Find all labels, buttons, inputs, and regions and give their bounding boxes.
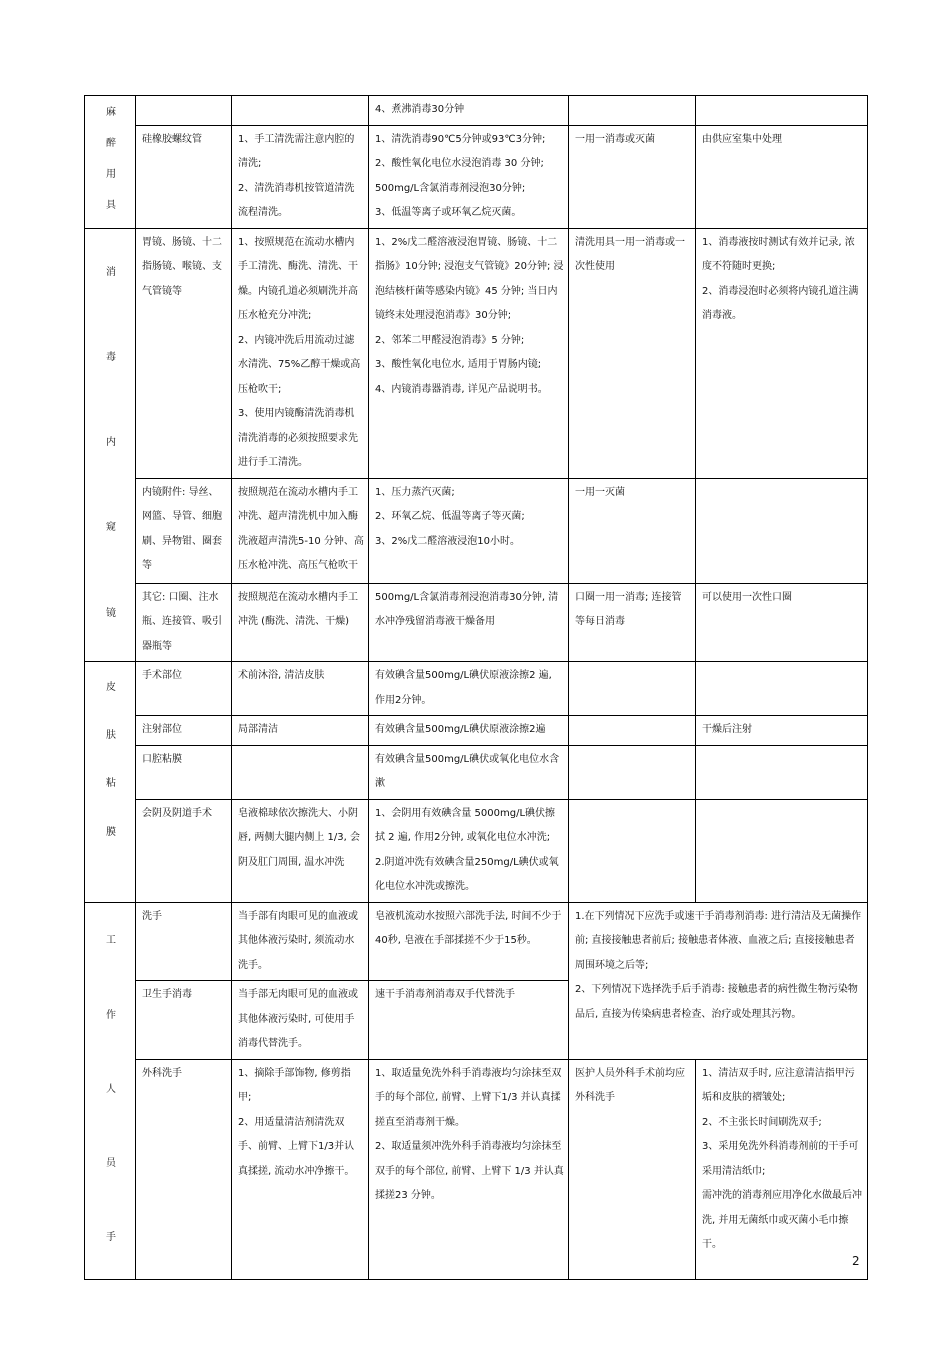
cleaning-cell [232, 125, 369, 228]
frequency-cell [569, 1059, 696, 1279]
frequency-cell-text: 一用一灭菌 [575, 486, 625, 498]
item-cell [136, 716, 232, 746]
category-char: 麻 [106, 107, 116, 119]
cleaning-cell-text: 当手部有肉眼可见的血液或其他体液污染时, 须流动水洗手。 [238, 910, 358, 971]
cleaning-cell-text: 按照规范在流动水槽内手工冲洗、超声清洗机中加入酶洗液超声清洗5-10 分钟、高压水枪冲洗、高压气枪吹干 [238, 486, 364, 571]
category-cell [85, 228, 136, 662]
table-row [85, 96, 868, 126]
notes-cell-text: 由供应室集中处理 [702, 133, 782, 145]
category-char: 作 [106, 1009, 116, 1021]
item-cell [136, 1059, 232, 1279]
table-row [85, 228, 868, 478]
notes-cell-text: 3、采用免洗外科消毒剂前的干手可采用清洁纸巾; [702, 1141, 859, 1177]
disinfection-step: 500mg/L含氯消毒剂浸泡30分钟; [375, 182, 526, 194]
category-cell [85, 96, 136, 229]
category-char: 膜 [106, 826, 116, 838]
item-cell [136, 981, 232, 1060]
category-char: 窥 [106, 522, 116, 534]
item-cell-text: 会阴及阴道手术 [142, 807, 212, 819]
frequency-cell-text: 清洗用具一用一消毒或一次性使用 [575, 236, 685, 272]
table-row [85, 478, 868, 583]
disinfection-step: 2、邻苯二甲醛浸泡消毒》5 分钟; [375, 334, 525, 346]
cleaning-cell-text: 局部清洁 [238, 724, 278, 735]
disinfection-step: 有效碘含量500mg/L碘伏原液涂擦2 遍, 作用2分钟。 [375, 670, 552, 706]
frequency-cell [569, 662, 696, 716]
item-cell-text: 胃镜、肠镜、十二指肠镜、喉镜、支气管镜等 [142, 236, 222, 297]
category-char: 醉 [106, 138, 116, 150]
frequency-cell [569, 125, 696, 228]
notes-cell [696, 96, 868, 126]
category-char: 手 [106, 1232, 116, 1244]
cleaning-cell-text: 2、用适量清洁剂清洗双手、前臂、上臂下1/3并认真揉搓, 流动水冲净擦干。 [238, 1116, 355, 1177]
disinfection-step: 1、2%戊二醛溶液浸泡胃镜、肠镜、十二指肠》10分钟; 浸泡支气管镜》20分钟; 浸泡结核杆菌等感染内镜》45 分钟; 当日内镜终末处理浸泡消毒》30分钟; [375, 236, 564, 321]
cleaning-cell [232, 478, 369, 583]
notes-cell-text: 1、清洁双手时, 应注意清洁指甲污垢和皮肤的褶皱处; [702, 1067, 855, 1103]
category-char: 消 [106, 266, 116, 278]
category-char: 粘 [106, 778, 116, 790]
frequency-cell-text: 医护人员外科手术前均应外科洗手 [575, 1067, 685, 1103]
frequency-cell [569, 228, 696, 478]
disinfection-cell [369, 716, 569, 746]
item-cell [136, 583, 232, 662]
frequency-cell [569, 478, 696, 583]
disinfection-cell [369, 125, 569, 228]
notes-cell [696, 125, 868, 228]
cleaning-cell [232, 96, 369, 126]
item-cell [136, 478, 232, 583]
item-cell [136, 662, 232, 716]
item-cell-text: 卫生手消毒 [142, 989, 192, 1000]
item-cell-text: 内镜附件: 导丝、网篮、导管、细胞刷、异物钳、圈套等 [142, 486, 222, 571]
frequency-cell [569, 96, 696, 126]
table-row [85, 799, 868, 902]
table-row [85, 125, 868, 228]
notes-cell-text: 2、不主张长时间刷洗双手; [702, 1116, 822, 1128]
page-number: 2 [852, 1254, 860, 1268]
item-cell-text: 口腔粘膜 [142, 753, 182, 765]
category-char: 皮 [106, 681, 116, 693]
disinfection-step: 4、煮沸消毒30分钟 [375, 104, 465, 115]
cleaning-cell [232, 799, 369, 902]
category-char: 用 [106, 169, 116, 181]
cleaning-cell [232, 716, 369, 746]
item-cell-text: 注射部位 [142, 724, 182, 735]
notes-cell [696, 716, 868, 746]
item-cell [136, 902, 232, 981]
disinfection-cell [369, 981, 569, 1060]
cleaning-cell [232, 583, 369, 662]
disinfection-step: 4、内镜消毒器消毒, 详见产品说明书。 [375, 383, 548, 395]
category-char: 内 [106, 437, 116, 449]
cleaning-cell-text: 1、手工清洗需注意内腔的清洗; [238, 133, 355, 169]
category-char: 镜 [106, 607, 116, 619]
disinfection-cell [369, 96, 569, 126]
item-cell-text: 其它: 口圈、注水瓶、连接管、吸引器瓶等 [142, 591, 222, 652]
disinfection-step: 3、2%戊二醛溶液浸泡10小时。 [375, 535, 520, 547]
item-cell [136, 96, 232, 126]
notes-cell [696, 1059, 868, 1279]
merged-note-cell-text: 1.在下列情况下应洗手或速干手消毒剂消毒: 进行清洁及无菌操作前; 直接接触患者前后; 接触患者体液、血液之后; 直接接触患者周围环境之后等; [575, 910, 862, 971]
disinfection-step: 2、取适量须冲洗外科手消毒液均匀涂抹至双手的每个部位, 前臂、上臂下 1/3 并认真揉搓23 分钟。 [375, 1141, 564, 1201]
cleaning-cell-text: 1、按照规范在流动水槽内手工清洗、酶洗、清洗、干燥。内镜孔道必须刷洗并高压水枪充分冲洗; [238, 236, 358, 321]
item-cell [136, 228, 232, 478]
notes-cell-text: 干燥后注射 [702, 724, 752, 735]
disinfection-step: 皂液机流动水按照六部洗手法, 时间不少于 40秒, 皂液在手部揉搓不少于15秒。 [375, 910, 562, 946]
disinfection-cell [369, 583, 569, 662]
category-char: 人 [106, 1083, 116, 1095]
category-char: 肤 [106, 730, 116, 742]
merged-note-cell-text: 2、下列情况下选择洗手后手消毒: 接触患者的病性微生物污染物品后, 直接为传染病患者检查、治疗或处理其污物。 [575, 984, 858, 1020]
cleaning-cell [232, 1059, 369, 1279]
table-row [85, 1059, 868, 1279]
category-cell [85, 662, 136, 903]
disinfection-step: 有效碘含量500mg/L碘伏或氧化电位水含漱 [375, 753, 560, 789]
cleaning-cell [232, 228, 369, 478]
cleaning-cell-text: 3、使用内镜酶清洗消毒机清洗消毒的必须按照要求先进行手工清洗。 [238, 408, 358, 468]
table-row [85, 902, 868, 981]
notes-cell-text: 需冲洗的消毒剂应用净化水做最后冲洗, 并用无菌纸巾或灭菌小毛巾擦干。 [702, 1190, 862, 1250]
table-row [85, 745, 868, 799]
item-cell-text: 手术部位 [142, 670, 182, 681]
notes-cell [696, 478, 868, 583]
cleaning-cell-text: 2、内镜冲洗后用流动过滤水清洗、75%乙醇干燥或高压枪吹干; [238, 334, 361, 395]
table-row [85, 583, 868, 662]
notes-cell [696, 745, 868, 799]
cleaning-cell-text: 皂液棉球依次擦洗大、小阴唇, 两侧大腿内侧上 1/3, 会阴及肛门周围, 温水冲洗 [238, 807, 360, 868]
notes-cell [696, 583, 868, 662]
disinfection-table [84, 95, 868, 1280]
item-cell [136, 745, 232, 799]
frequency-cell-text: 一用一消毒或灭菌 [575, 133, 655, 145]
cleaning-cell-text: 2、清洗消毒机按管道清洗流程清洗。 [238, 182, 355, 218]
notes-cell [696, 228, 868, 478]
notes-cell [696, 799, 868, 902]
notes-cell-text: 1、消毒液按时测试有效并记录, 浓度不符随时更换; [702, 236, 855, 272]
disinfection-step: 2、环氧乙烷、低温等离子等灭菌; [375, 511, 525, 522]
table-row [85, 662, 868, 716]
disinfection-step: 2.阴道冲洗有效碘含量250mg/L碘伏或氧化电位水冲洗或擦洗。 [375, 856, 559, 892]
disinfection-step: 1、压力蒸汽灭菌; [375, 486, 455, 498]
disinfection-step: 有效碘含量500mg/L碘伏原液涂擦2遍 [375, 724, 546, 735]
item-cell-text: 外科洗手 [142, 1067, 182, 1079]
category-char: 员 [106, 1157, 116, 1169]
disinfection-step: 500mg/L含氯消毒剂浸泡消毒30分钟, 清水冲净残留消毒液干燥备用 [375, 591, 559, 627]
notes-cell-text: 可以使用一次性口圈 [702, 591, 792, 603]
disinfection-cell [369, 902, 569, 981]
category-char: 具 [106, 200, 116, 212]
disinfection-step: 1、取适量免洗外科手消毒液均匀涂抹至双手的每个部位, 前臂、上臂下1/3 并认真揉搓直至消毒剂干燥。 [375, 1067, 562, 1128]
disinfection-cell [369, 799, 569, 902]
disinfection-step: 2、酸性氧化电位水浸泡消毒 30 分钟; [375, 158, 544, 169]
disinfection-cell [369, 745, 569, 799]
disinfection-cell [369, 228, 569, 478]
disinfection-cell [369, 478, 569, 583]
cleaning-cell-text: 1、摘除手部饰物, 修剪指甲; [238, 1067, 351, 1103]
notes-cell [696, 662, 868, 716]
disinfection-cell [369, 662, 569, 716]
cleaning-cell [232, 662, 369, 716]
item-cell [136, 799, 232, 902]
cleaning-cell [232, 902, 369, 981]
disinfection-step: 1、清洗消毒90℃5分钟或93℃3分钟; [375, 133, 546, 145]
frequency-cell [569, 716, 696, 746]
frequency-cell [569, 583, 696, 662]
cleaning-cell-text: 术前沐浴, 清洁皮肤 [238, 670, 325, 681]
cleaning-cell-text: 按照规范在流动水槽内手工冲洗 (酶洗、清洗、干燥) [238, 591, 358, 627]
frequency-cell [569, 799, 696, 902]
cleaning-cell [232, 745, 369, 799]
table-row [85, 716, 868, 746]
item-cell-text: 硅橡胶螺纹管 [142, 133, 202, 145]
category-char: 工 [106, 935, 116, 947]
disinfection-step: 速干手消毒剂消毒双手代替洗手 [375, 989, 515, 1000]
disinfection-step: 1、会阴用有效碘含量 5000mg/L碘伏擦拭 2 遍, 作用2分钟, 或氧化电位水冲洗; [375, 807, 556, 843]
disinfection-cell [369, 1059, 569, 1279]
item-cell-text: 洗手 [142, 910, 162, 922]
merged-note-cell [569, 902, 868, 1059]
cleaning-cell [232, 981, 369, 1060]
frequency-cell-text: 口圈一用一消毒; 连接管等每日消毒 [575, 591, 682, 627]
category-cell [85, 902, 136, 1279]
cleaning-cell-text: 当手部无肉眼可见的血液或其他体液污染时, 可使用手消毒代替洗手。 [238, 989, 358, 1049]
frequency-cell [569, 745, 696, 799]
disinfection-step: 3、酸性氧化电位水, 适用于胃肠内镜; [375, 359, 542, 370]
item-cell [136, 125, 232, 228]
category-char: 毒 [106, 352, 116, 364]
notes-cell-text: 2、消毒浸泡时必须将内镜孔道注满消毒液。 [702, 285, 859, 321]
disinfection-step: 3、低温等离子或环氧乙烷灭菌。 [375, 207, 522, 218]
